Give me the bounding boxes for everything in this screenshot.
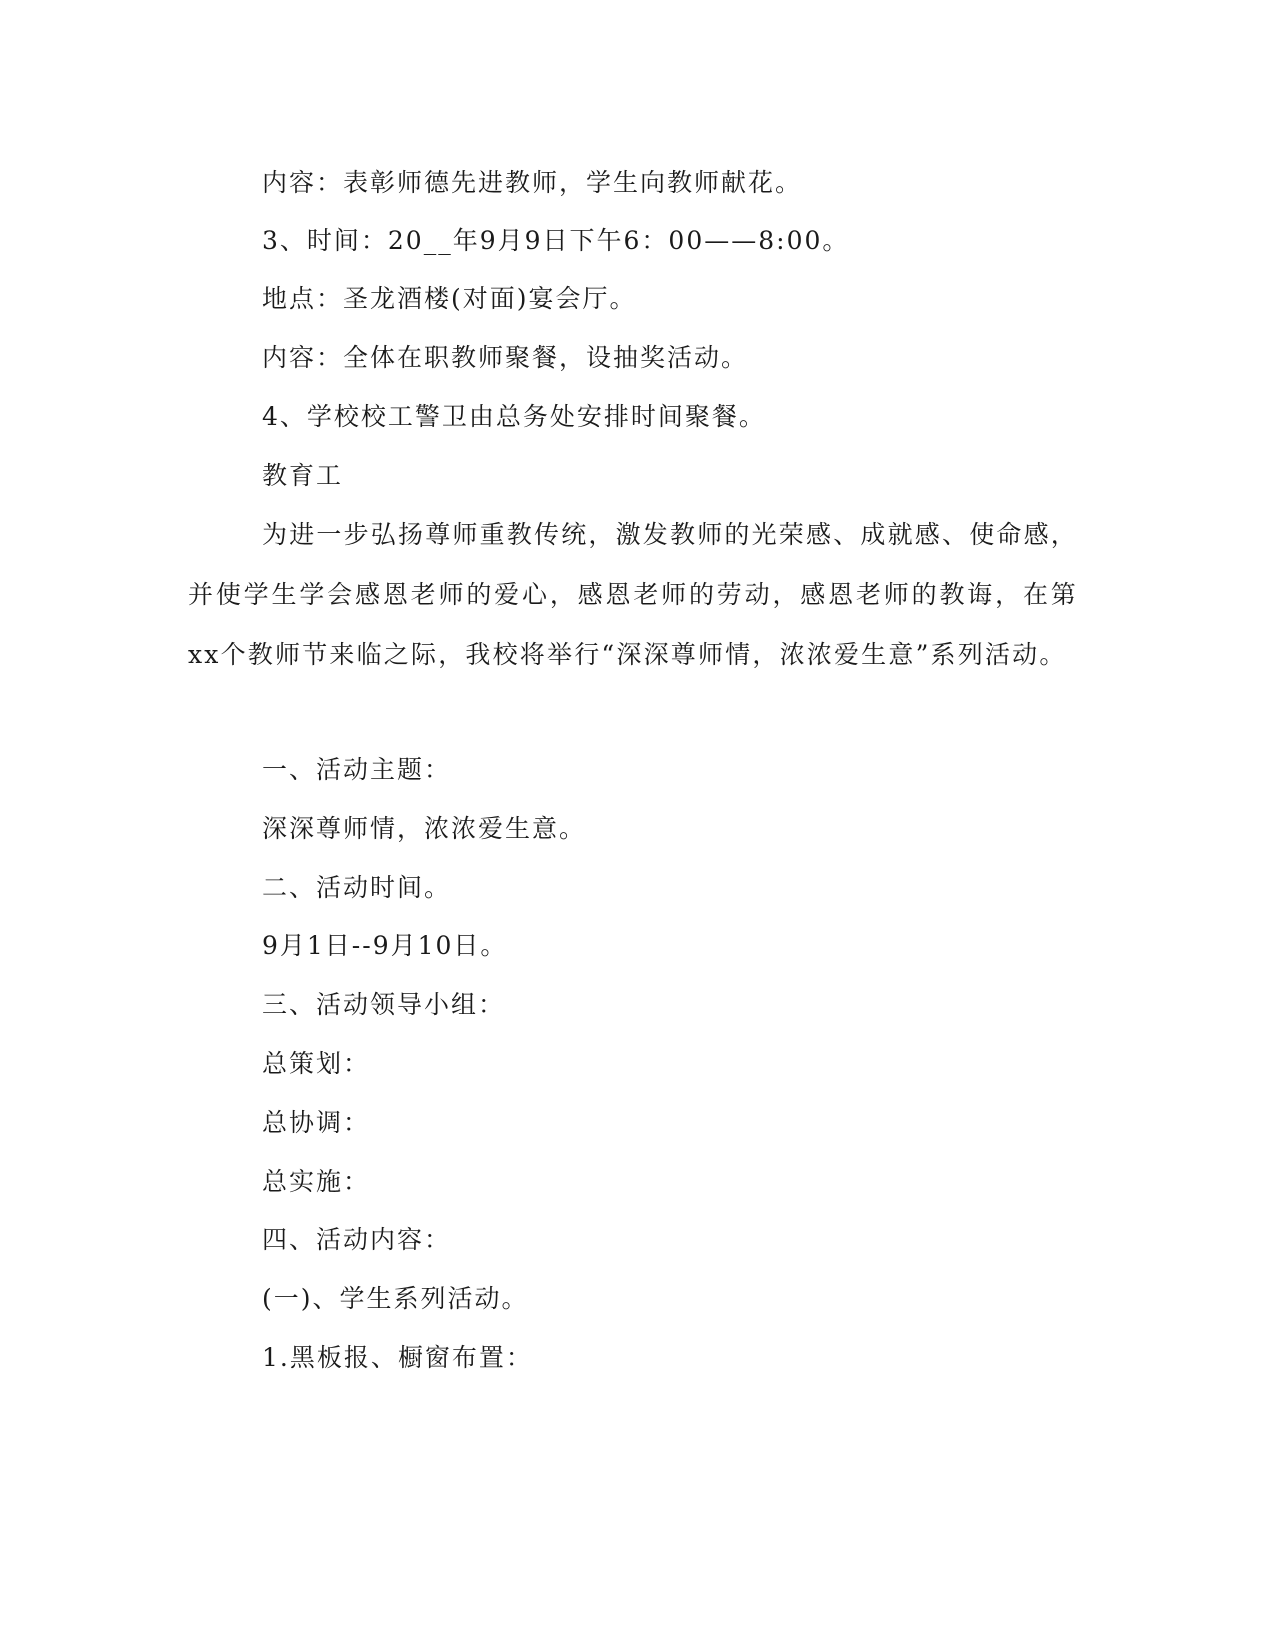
text-line: 内容：表彰师德先进教师，学生向教师献花。 bbox=[262, 168, 803, 197]
text-line: 总协调： bbox=[262, 1108, 371, 1137]
text-line: 总策划： bbox=[262, 1049, 371, 1078]
section-heading: 三、活动领导小组： bbox=[262, 990, 506, 1019]
text-line: 深深尊师情，浓浓爱生意。 bbox=[262, 814, 587, 843]
text-line: 4、学校校工警卫由总务处安排时间聚餐。 bbox=[262, 402, 766, 431]
section-heading: 四、活动内容： bbox=[262, 1225, 452, 1254]
section-heading: 教育工 bbox=[262, 461, 344, 490]
text-line: 地点：圣龙酒楼(对面)宴会厅。 bbox=[262, 284, 637, 313]
section-heading: 一、活动主题： bbox=[262, 755, 452, 784]
text-line: 3、时间：20__年9月9日下午6：00——8:00。 bbox=[262, 226, 850, 255]
text-line: 9月1日--9月10日。 bbox=[262, 931, 508, 960]
text-line: 总实施： bbox=[262, 1167, 371, 1196]
text-line: 内容：全体在职教师聚餐，设抽奖活动。 bbox=[262, 343, 749, 372]
subsection-heading: (一)、学生系列活动。 bbox=[262, 1284, 529, 1313]
intro-paragraph: 为进一步弘扬尊师重教传统，激发教师的光荣感、成就感、使命感，并使学生学会感恩老师的爱心，感恩老师的劳动，感恩老师的教诲，在第xx个教师节来临之际，我校将举行“深深尊师情，浓浓爱生意”系列活动。 bbox=[188, 520, 1079, 669]
text-line: 1.黑板报、橱窗布置： bbox=[262, 1343, 533, 1372]
section-heading: 二、活动时间。 bbox=[262, 873, 452, 902]
